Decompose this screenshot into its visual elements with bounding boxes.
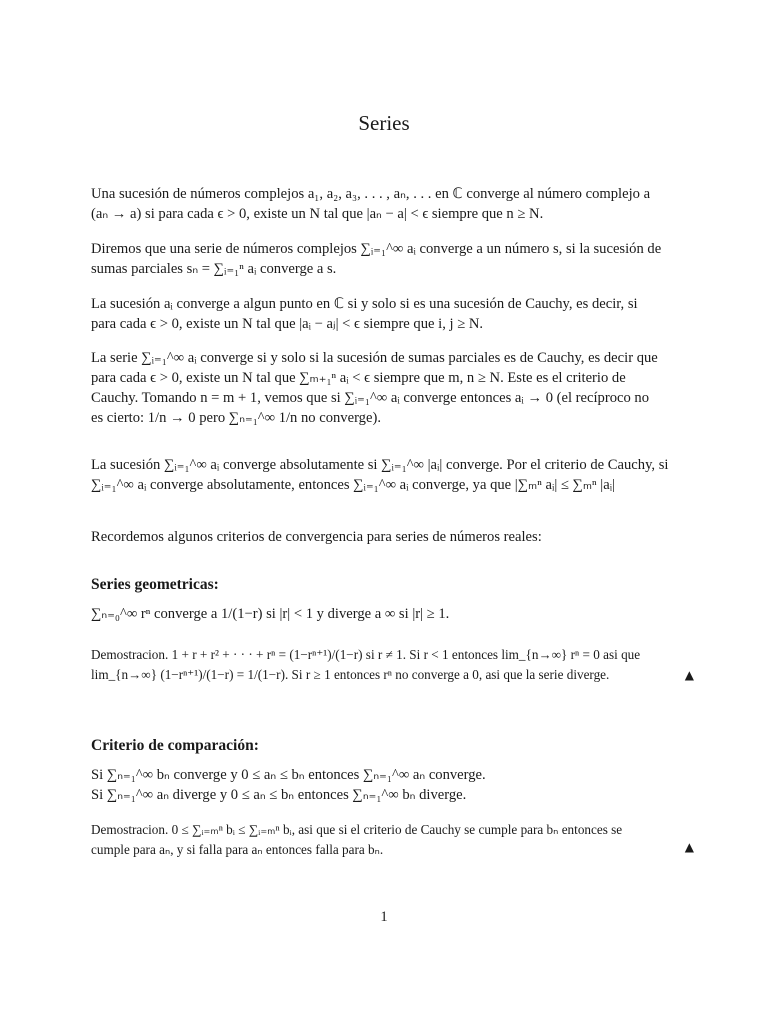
text-line: Demostracion. 0 ≤ ∑ᵢ₌ₘⁿ bᵢ ≤ ∑ᵢ₌ₘⁿ bᵢ, asi que si el criterio de Cauchy se cumple para bₙ entonces se bbox=[91, 822, 623, 837]
text-line: lim_{n→∞} (1−rⁿ⁺¹)/(1−r) = 1/(1−r). Si r ≥ 1 entonces rⁿ no converge a 0, asi que la serie diverge. bbox=[91, 667, 610, 682]
section-heading-comparison: Criterio de comparación: bbox=[91, 737, 259, 754]
text-line: para cada ϵ > 0, existe un N tal que |aᵢ − aⱼ| < ϵ siempre que i, j ≥ N. bbox=[91, 316, 484, 332]
paragraph-series-definition bbox=[91, 239, 696, 279]
text-line: ∑ᵢ₌₁^∞ aᵢ converge absolutamente, entonces ∑ᵢ₌₁^∞ aᵢ converge, ya que |∑ₘⁿ aᵢ| ≤ ∑ₘⁿ |aᵢ| bbox=[91, 477, 616, 493]
text-line: Cauchy. Tomando n = m + 1, vemos que si ∑ᵢ₌₁^∞ aᵢ converge entonces aᵢ → 0 (el recíproco no bbox=[91, 390, 650, 406]
text-line: para cada ϵ > 0, existe un N tal que ∑ₘ₊₁ⁿ aᵢ < ϵ siempre que m, n ≥ N. Este es el criterio de bbox=[91, 370, 626, 386]
text-line: Demostracion. 1 + r + r² + · · · + rⁿ = (1−rⁿ⁺¹)/(1−r) si r ≠ 1. Si r < 1 entonces lim_{n→∞} rⁿ = 0 asi que bbox=[91, 647, 641, 662]
text-line: ∑ₙ₌₀^∞ rⁿ converge a 1/(1−r) si |r| < 1 y diverge a ∞ si |r| ≥ 1. bbox=[91, 606, 450, 622]
text-line: La sucesión aᵢ converge a algun punto en ℂ si y solo si es una sucesión de Cauchy, es decir, si bbox=[91, 296, 638, 312]
text-line: cumple para aₙ, y si falla para aₙ entonces falla para bₙ. bbox=[91, 842, 384, 857]
geometric-proof bbox=[91, 645, 696, 685]
text-line: Si ∑ₙ₌₁^∞ aₙ diverge y 0 ≤ aₙ ≤ bₙ entonces ∑ₙ₌₁^∞ bₙ diverge. bbox=[91, 787, 467, 803]
page-title: Series bbox=[358, 111, 410, 135]
paragraph-criteria-intro bbox=[91, 527, 696, 547]
text-line: La serie ∑ᵢ₌₁^∞ aᵢ converge si y solo si la sucesión de sumas parciales es de Cauchy, es decir que bbox=[91, 350, 658, 366]
text-line: Si ∑ₙ₌₁^∞ bₙ converge y 0 ≤ aₙ ≤ bₙ entonces ∑ₙ₌₁^∞ aₙ converge. bbox=[91, 767, 486, 783]
text-line: (aₙ → a) si para cada ϵ > 0, existe un N tal que |aₙ − a| < ϵ siempre que n ≥ N. bbox=[91, 206, 544, 222]
comparison-proof bbox=[91, 820, 696, 860]
text-line: Recordemos algunos criterios de convergencia para series de números reales: bbox=[91, 529, 542, 545]
text-line: es cierto: 1/n → 0 pero ∑ₙ₌₁^∞ 1/n no converge). bbox=[91, 410, 381, 426]
text-line: Una sucesión de números complejos a₁, a₂, a₃, . . . , aₙ, . . . en ℂ converge al número complejo a bbox=[91, 186, 651, 202]
paragraph-convergence-definition bbox=[91, 184, 696, 224]
section-heading-geometric: Series geometricas: bbox=[91, 576, 219, 593]
paragraph-cauchy-sequence bbox=[91, 294, 696, 334]
text-line: sumas parciales sₙ = ∑ᵢ₌₁ⁿ aᵢ converge a s. bbox=[91, 261, 337, 277]
text-line: Diremos que una serie de números complejos ∑ᵢ₌₁^∞ aᵢ converge a un número s, si la sucesión de bbox=[91, 241, 662, 257]
geometric-statement bbox=[91, 604, 696, 624]
paragraph-absolute-convergence bbox=[91, 455, 696, 495]
comparison-statement bbox=[91, 765, 696, 805]
page-number: 1 bbox=[380, 909, 388, 925]
qed-icon: ▲ bbox=[684, 840, 694, 854]
paragraph-cauchy-criterion bbox=[91, 348, 696, 428]
text-line: La sucesión ∑ᵢ₌₁^∞ aᵢ converge absolutamente si ∑ᵢ₌₁^∞ |aᵢ| converge. Por el criterio de Cauchy, si bbox=[91, 457, 669, 473]
qed-icon: ▲ bbox=[684, 668, 694, 682]
